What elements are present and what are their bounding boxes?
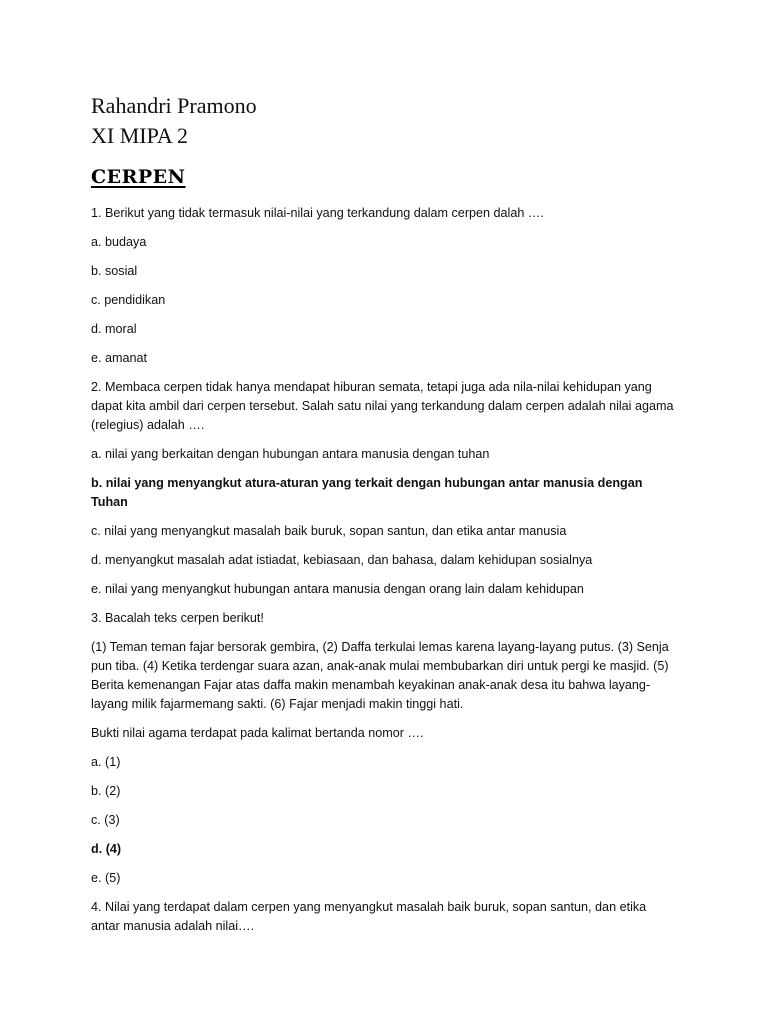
question-3-option-b: b. (2) [91,784,121,798]
question-1-option-c: c. pendidikan [91,293,166,307]
question-2-option-d: d. menyangkut masalah adat istiadat, kebiasaan, dan bahasa, dalam kehidupan sosialnya [91,553,593,567]
student-name: Rahandri Pramono [91,93,257,118]
question-2-option-c: c. nilai yang menyangkut masalah baik buruk, sopan santun, dan etika antar manusia [91,524,567,538]
question-list [91,204,676,946]
question-3-option-c: c. (3) [91,813,120,827]
student-class: XI MIPA 2 [91,123,188,148]
question-3-option-d: d. (4) [91,842,122,856]
question-3-passage: (1) Teman teman fajar bersorak gembira, (2) Daffa terkulai lemas karena layang-layang putus. (3) Senja pun tiba. (4) Ketika terdengar suara azan, anak-anak mulai membubarkan diri untuk pergi ke masjid. (5) Berita kemenangan Fajar atas daffa makin menambah keyakinan anak-anak desa itu bahwa layang-layang milik fajarmemang sakti. (6) Fajar menjadi makin tinggi hati. [91,640,669,711]
question-4-text: 4. Nilai yang terdapat dalam cerpen yang menyangkut masalah baik buruk, sopan santun, dan etika antar manusia adalah nilai…. [91,900,647,933]
question-1-option-d: d. moral [91,322,137,336]
question-2-text: 2. Membaca cerpen tidak hanya mendapat hiburan semata, tetapi juga ada nila-nilai kehidupan yang dapat kita ambil dari cerpen tersebut. Salah satu nilai yang terkandung dalam cerpen adalah nilai agama (relegius) adalah …. [91,380,674,432]
question-1-option-b: b. sosial [91,264,138,278]
question-1-text: 1. Berikut yang tidak termasuk nilai-nilai yang terkandung dalam cerpen dalah …. [91,206,544,220]
question-2-option-e: e. nilai yang menyangkut hubungan antara manusia dengan orang lain dalam kehidupan [91,582,584,596]
question-1-option-a: a. budaya [91,235,147,249]
section-title: CERPEN [91,166,186,188]
question-3-text: 3. Bacalah teks cerpen berikut! [91,611,264,625]
question-1-option-e: e. amanat [91,351,148,365]
question-2-option-b: b. nilai yang menyangkut atura-aturan yang terkait dengan hubungan antar manusia dengan Tuhan [91,476,643,509]
question-3-option-a: a. (1) [91,755,121,769]
question-2-option-a: a. nilai yang berkaitan dengan hubungan antara manusia dengan tuhan [91,447,490,461]
question-3-prompt: Bukti nilai agama terdapat pada kalimat bertanda nomor …. [91,726,424,740]
question-3-option-e: e. (5) [91,871,121,885]
